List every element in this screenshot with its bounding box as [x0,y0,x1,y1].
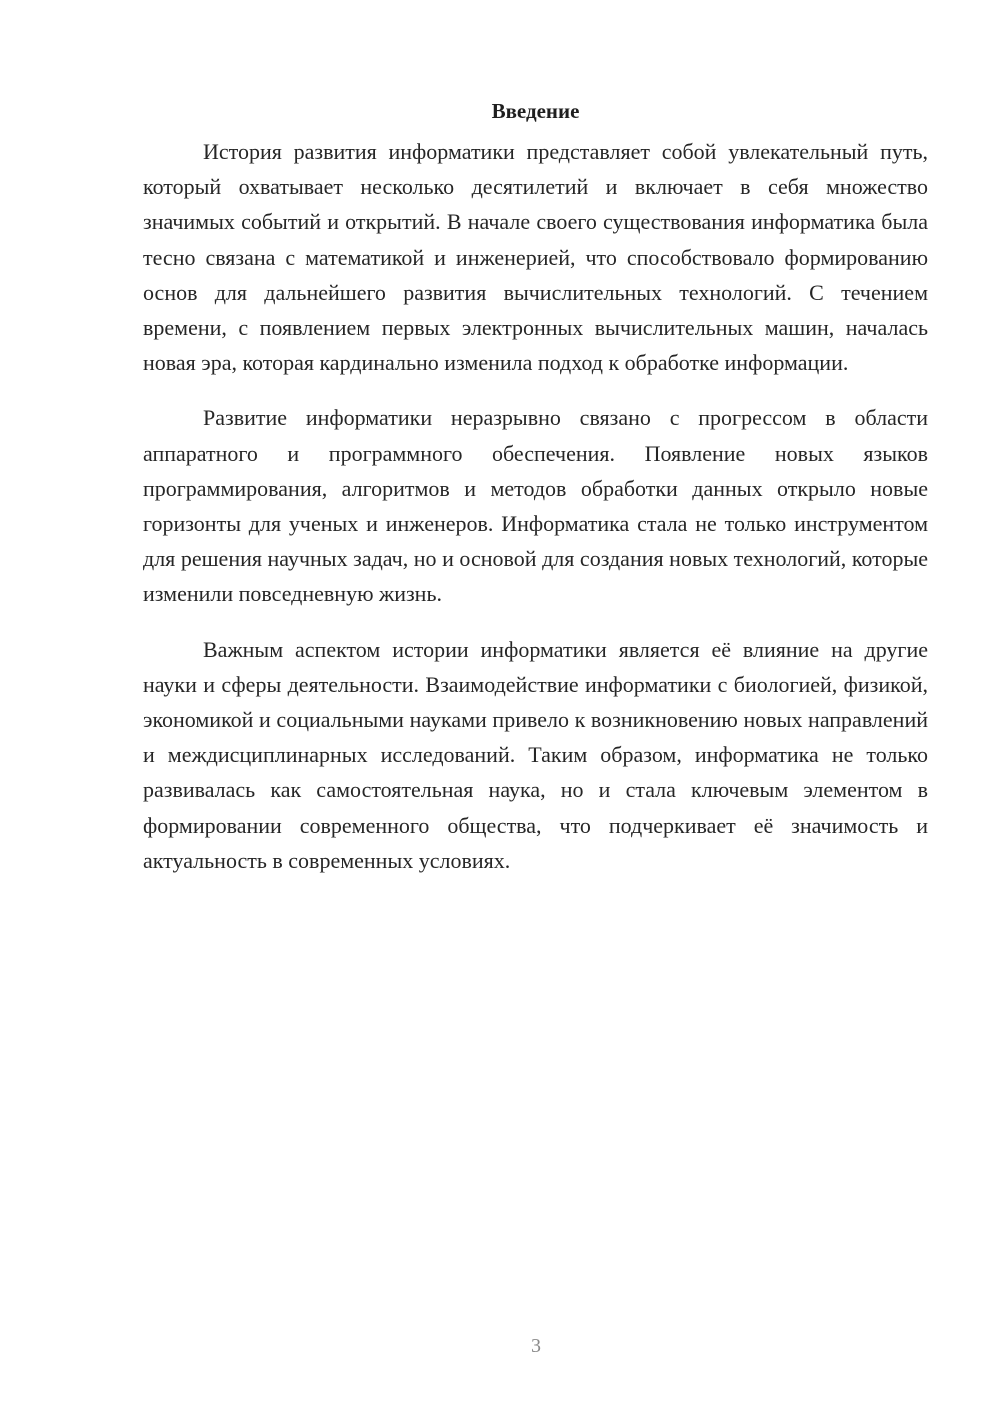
section-heading: Введение [491,99,580,123]
paragraph-1: История развития информатики представляет собой увлекательный путь, который охватывает несколько десятилетий и включает в себя множество значимых событий и открытий. В начале своего существования информатика была тесно связана с математикой и инженерией, что способствовало формированию основ для дальнейшего развития вычислительных технологий. С течением времени, с появлением первых электронных вычислительных машин, началась новая эра, которая кардинально изменила подход к обработке информации. [143,139,928,376]
paragraph-3: Важным аспектом истории информатики является её влияние на другие науки и сферы деятельности. Взаимодействие информатики с биологией, физикой, экономикой и социальными науками привело к возникновению новых направлений и междисциплинарных исследований. Таким образом, информатика не только развивалась как самостоятельная наука, но и стала ключевым элементом в формировании современного общества, что подчеркивает её значимость и актуальность в современных условиях. [143,636,928,873]
page-content [143,94,928,898]
paragraph-2: Развитие информатики неразрывно связано с прогрессом в области аппаратного и программного обеспечения. Появление новых языков программирования, алгоритмов и методов обработки данных открыло новые горизонты для ученых и инженеров. Информатика стала не только инструментом для решения научных задач, но и основой для создания новых технологий, которые изменили повседневную жизнь. [143,405,928,607]
page-number: 3 [531,1335,541,1357]
